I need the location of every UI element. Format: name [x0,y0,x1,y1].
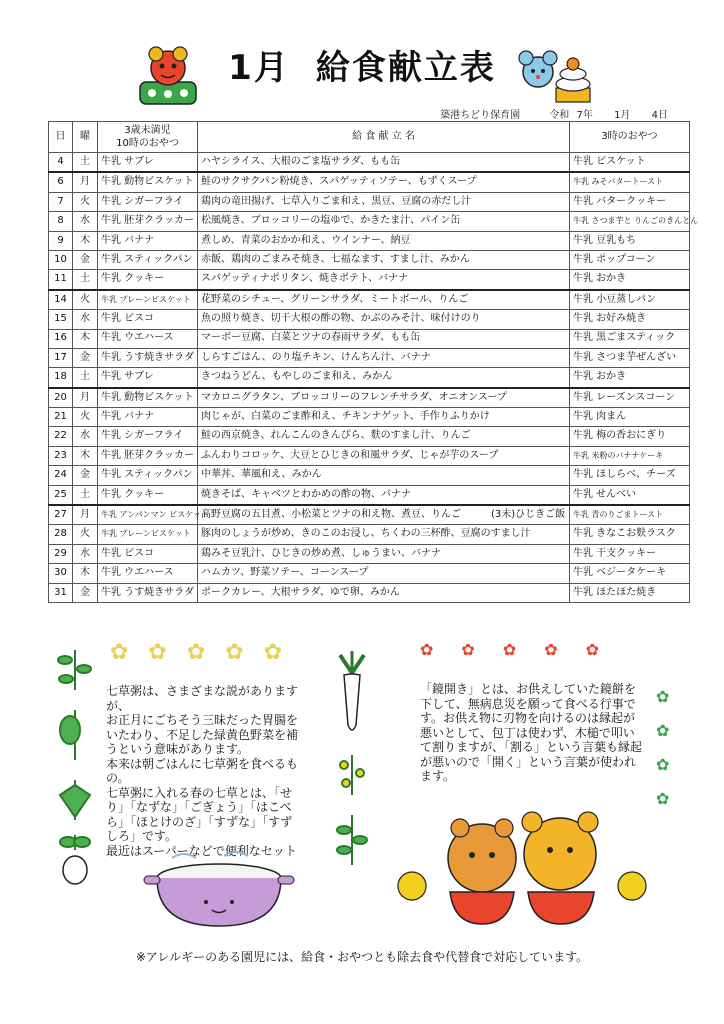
menu-morning-snack: 牛乳 ビスコ [98,310,198,329]
date-month: 1月 [614,110,631,121]
menu-weekday: 土 [73,368,98,388]
menu-weekday: 火 [73,290,98,310]
menu-afternoon-snack: 牛乳 さつま芋ぜんざい [570,348,690,367]
menu-row [49,310,690,329]
menu-afternoon-snack: 牛乳 きなこお麩ラスク [570,525,690,544]
menu-afternoon-snack: 牛乳 ほたほた焼き [570,583,690,602]
menu-morning-snack: 牛乳 プレーンビスケット [98,525,198,544]
menu-afternoon-snack: 牛乳 ほしらべ、チーズ [570,466,690,485]
menu-weekday: 金 [73,583,98,602]
menu-lunch: 高野豆腐の五目煮、小松菜とツナの和え物、煮豆、りんご (3未)ひじきご飯 [198,505,570,525]
menu-morning-snack: 牛乳 バナナ [98,231,198,250]
header-day: 日 [49,122,73,153]
menu-lunch: 魚の照り焼き、切干大根の酢の物、かぶのみそ汁、味付けのり [198,310,570,329]
menu-morning-snack: 牛乳 プレーンビスケット [98,290,198,310]
header-morning-snack [98,122,198,153]
menu-lunch: 松風焼き、ブロッコリーの塩ゆで、かきたま汁、パイン缶 [198,212,570,231]
menu-day: 7 [49,192,73,211]
menu-day: 22 [49,427,73,446]
menu-morning-snack: 牛乳 胚芽クラッカー [98,446,198,465]
menu-lunch: 花野菜のシチュー、グリーンサラダ、ミートボール、りんご [198,290,570,310]
menu-weekday: 木 [73,446,98,465]
menu-morning-snack: 牛乳 スティックパン [98,250,198,269]
menu-weekday: 水 [73,310,98,329]
nanakusa-paragraph-5: 最近はスーパーなどで便利なセット [106,843,297,858]
menu-row [49,408,690,427]
header-weekday: 曜 [73,122,98,153]
menu-row [49,544,690,563]
menu-row [49,153,690,173]
menu-day: 31 [49,583,73,602]
menu-afternoon-snack: 牛乳 せんべい [570,485,690,505]
menu-weekday: 水 [73,544,98,563]
menu-day: 20 [49,388,73,408]
deco-flowers-side: ✿ ✿ ✿ ✿ [656,687,670,808]
allergy-notice: ※アレルギーのある園児には、給食・おやつとも除去食や代替食で対応しています。 [135,950,589,964]
header-meta [422,106,668,121]
menu-day: 8 [49,212,73,231]
menu-weekday: 水 [73,427,98,446]
header-lunch: 給 食 献 立 名 [198,122,570,153]
menu-weekday: 火 [73,525,98,544]
menu-day: 24 [49,466,73,485]
menu-weekday: 月 [73,388,98,408]
menu-lunch: 鮭の西京焼き、れんこんのきんぴら、麩のすまし汁、りんご [198,427,570,446]
menu-row [49,446,690,465]
header-afternoon-snack: 3時のおやつ [570,122,690,153]
menu-weekday: 火 [73,408,98,427]
date-era: 令和 [549,110,570,121]
menu-lunch: 鶏肉の竜田揚げ、七草入りごま和え、黒豆、豆腐の赤だし汁 [198,192,570,211]
menu-row [49,485,690,505]
menu-row [49,172,690,192]
menu-day: 17 [49,348,73,367]
date-day: 4日 [651,110,668,121]
nanakusa-note [106,684,304,858]
menu-row [49,564,690,583]
menu-morning-snack: 牛乳 シガーフライ [98,192,198,211]
menu-afternoon-snack: 牛乳 梅の香おにぎり [570,427,690,446]
menu-morning-snack: 牛乳 サブレ [98,368,198,388]
kagami-biraki-text: 「鏡開き」とは、お供えしていた鏡餅を下して、無病息災を願って食べる行事です。お供え物に刃物を向けるのは縁起が悪いとして、包丁は使わず、木槌で叩いて割りますが、「割る」という言葉も縁起が悪いので「開く」という言葉が使われます。 [420,682,643,783]
menu-morning-snack: 牛乳 うす焼きサラダ [98,583,198,602]
menu-weekday: 金 [73,348,98,367]
nanakusa-paragraph-2: お正月にごちそう三昧だった胃腸をいたわり、不足した緑黄色野菜を補うという意味があります。 [106,713,299,756]
menu-row [49,388,690,408]
menu-morning-snack: 牛乳 アンパンマン ビスケット [98,505,198,525]
title-month: 1月 [228,48,290,88]
deco-flowers-top: ✿✿✿✿✿ [420,640,628,659]
squirrel-and-bear-eating-illustration [392,800,682,930]
menu-lunch: きつねうどん、もやしのごま和え、みかん [198,368,570,388]
menu-weekday: 火 [73,192,98,211]
menu-afternoon-snack: 牛乳 おかき [570,368,690,388]
menu-lunch: ふんわりコロッケ、大豆とひじきの和風サラダ、じゃが芋のスープ [198,446,570,465]
menu-row [49,348,690,367]
kagami-biraki-note [420,682,642,784]
menu-day: 9 [49,231,73,250]
menu-row [49,583,690,602]
menu-row [49,231,690,250]
menu-day: 18 [49,368,73,388]
menu-morning-snack: 牛乳 動物ビスケット [98,172,198,192]
menu-day: 27 [49,505,73,525]
table-header-row [49,122,690,153]
deco-clouds: ✿✿✿✿✿ [110,640,303,665]
porridge-pot-illustration [144,850,294,930]
menu-afternoon-snack: 牛乳 黒ごまスティック [570,329,690,348]
header-morning-snack-line2: 10時のおやつ [116,138,179,149]
menu-lunch: 赤飯、鶏肉のごまみそ焼き、七福なます、すまし汁、みかん [198,250,570,269]
menu-table-body [49,153,699,603]
menu-afternoon-snack: 牛乳 肉まん [570,408,690,427]
menu-row [49,270,690,290]
menu-day: 23 [49,446,73,465]
menu-day: 10 [49,250,73,269]
menu-lunch: マーボー豆腐、白菜とツナの春雨サラダ、もも缶 [198,329,570,348]
menu-afternoon-snack: 牛乳 みそバタートースト [570,172,690,192]
menu-weekday: 木 [73,564,98,583]
school-name: 築港ちどり保育園 [440,110,521,121]
menu-afternoon-snack: 牛乳 豆乳もち [570,231,690,250]
menu-lunch: 煮しめ、青菜のおかか和え、ウインナー、納豆 [198,231,570,250]
menu-lunch: 肉じゃが、白菜のごま酢和え、チキンナゲット、手作りふりかけ [198,408,570,427]
menu-row [49,427,690,446]
menu-morning-snack: 牛乳 クッキー [98,270,198,290]
menu-afternoon-snack: 牛乳 さつま芋と りんごのきんとん [570,212,690,231]
menu-morning-snack: 牛乳 クッキー [98,485,198,505]
menu-morning-snack: 牛乳 スティックパン [98,466,198,485]
menu-weekday: 木 [73,329,98,348]
menu-day: 21 [49,408,73,427]
menu-weekday: 金 [73,250,98,269]
menu-table [48,121,699,603]
menu-afternoon-snack: 牛乳 青のりごまトースト [570,505,690,525]
menu-weekday: 木 [73,231,98,250]
date-year: 7年 [576,110,593,121]
menu-row [49,368,690,388]
menu-day: 28 [49,525,73,544]
menu-day: 16 [49,329,73,348]
menu-morning-snack: 牛乳 シガーフライ [98,427,198,446]
menu-day: 29 [49,544,73,563]
menu-weekday: 土 [73,270,98,290]
menu-day: 14 [49,290,73,310]
menu-afternoon-snack: 牛乳 干支クッキー [570,544,690,563]
menu-afternoon-snack: 牛乳 小豆蒸しパン [570,290,690,310]
menu-morning-snack: 牛乳 ウエハース [98,564,198,583]
menu-morning-snack: 牛乳 うす焼きサラダ [98,348,198,367]
menu-lunch: 豚肉のしょうが炒め、きのこのお浸し、ちくわの三杯酢、豆腐のすまし汁 [198,525,570,544]
menu-morning-snack: 牛乳 バナナ [98,408,198,427]
menu-morning-snack: 牛乳 サブレ [98,153,198,173]
menu-weekday: 月 [73,505,98,525]
menu-row [49,329,690,348]
menu-day: 15 [49,310,73,329]
menu-day: 6 [49,172,73,192]
nanakusa-paragraph-3: 本来は朝ごはんに七草粥を食べるもの。 [106,756,299,785]
menu-day: 11 [49,270,73,290]
menu-weekday: 土 [73,485,98,505]
page-title [0,40,724,89]
header-morning-snack-line1: 3歳未満児 [124,125,171,136]
menu-row [49,525,690,544]
menu-morning-snack: 牛乳 ビスコ [98,544,198,563]
menu-afternoon-snack: 牛乳 バタークッキー [570,192,690,211]
menu-weekday: 金 [73,466,98,485]
menu-day: 30 [49,564,73,583]
menu-row [49,192,690,211]
menu-row [49,290,690,310]
menu-day: 25 [49,485,73,505]
menu-afternoon-snack: 牛乳 お好み焼き [570,310,690,329]
menu-weekday: 水 [73,212,98,231]
menu-row [49,212,690,231]
menu-morning-snack: 牛乳 動物ビスケット [98,388,198,408]
menu-lunch: ハヤシライス、大根のごま塩サラダ、もも缶 [198,153,570,173]
menu-morning-snack: 牛乳 胚芽クラッカー [98,212,198,231]
menu-afternoon-snack: 牛乳 おかき [570,270,690,290]
menu-lunch: 鶏みそ豆乳汁、ひじきの炒め煮、しゅうまい、バナナ [198,544,570,563]
menu-lunch: ポークカレー、大根サラダ、ゆで卵、みかん [198,583,570,602]
menu-afternoon-snack: 牛乳 レーズンスコーン [570,388,690,408]
menu-afternoon-snack: 牛乳 ベジータケーキ [570,564,690,583]
menu-lunch: 中華丼、華風和え、みかん [198,466,570,485]
menu-lunch: 焼きそば、キャベツとわかめの酢の物、バナナ [198,485,570,505]
menu-lunch: スパゲッティナポリタン、焼きポテト、バナナ [198,270,570,290]
menu-day: 4 [49,153,73,173]
title-text: 給食献立表 [315,48,496,88]
menu-lunch: しらすごはん、のり塩チキン、けんちん汁、バナナ [198,348,570,367]
nanakusa-paragraph-1: 七草粥は、さまざまな説がありますが、 [106,684,299,713]
daikon-herbs-illustration [330,645,374,885]
menu-weekday: 土 [73,153,98,173]
menu-row [49,250,690,269]
menu-row [49,505,690,525]
nanakusa-paragraph-4: 七草粥に入れる春の七草とは、「せり」「なずな」「ごぎょう」「はこべら」「ほとけのざ」「すずな」「すずしろ」です。 [106,785,293,843]
menu-lunch: 鮭のサクサクパン粉焼き、スパゲッティソテー、もずくスープ [198,172,570,192]
menu-lunch: ハムカツ、野菜ソテー、コーンスープ [198,564,570,583]
menu-afternoon-snack: 牛乳 米粉のバナナケーキ [570,446,690,465]
menu-weekday: 月 [73,172,98,192]
menu-row [49,466,690,485]
spring-herbs-illustration [50,645,100,895]
menu-morning-snack: 牛乳 ウエハース [98,329,198,348]
menu-lunch: マカロニグラタン、ブロッコリーのフレンチサラダ、オニオンスープ [198,388,570,408]
menu-afternoon-snack: 牛乳 ポップコーン [570,250,690,269]
menu-afternoon-snack: 牛乳 ビスケット [570,153,690,173]
